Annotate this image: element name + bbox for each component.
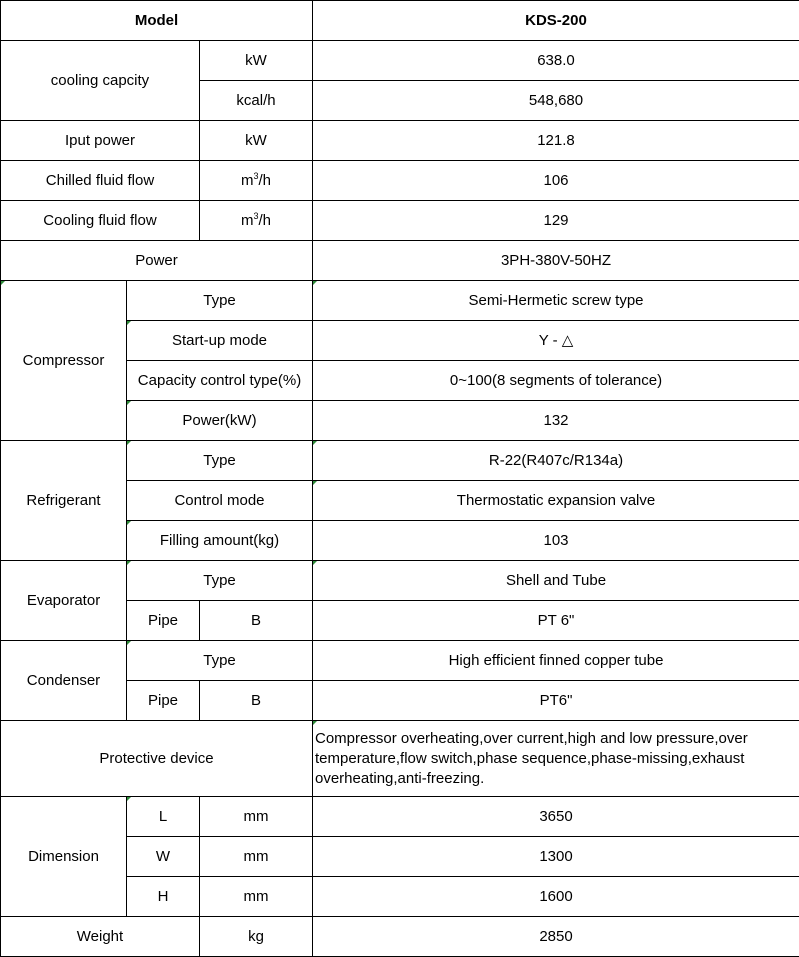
model-label: Model: [1, 1, 313, 41]
compressor-type-label: Type: [127, 281, 313, 321]
weight-value: 2850: [313, 917, 799, 957]
condenser-type-value: High efficient finned copper tube: [313, 641, 799, 681]
unit-superscript: 3: [253, 170, 259, 181]
compressor-power-value: 132: [313, 401, 799, 441]
condenser-type-label: Type: [127, 641, 313, 681]
input-power-label: Iput power: [1, 121, 200, 161]
condenser-pipe-label: Pipe: [127, 681, 200, 721]
table-row: [1, 241, 799, 281]
cooling-fluid-flow-label: Cooling fluid flow: [1, 201, 200, 241]
unit-tail: /h: [258, 171, 272, 189]
input-power-value: 121.8: [313, 121, 799, 161]
cooling-fluid-flow-value: 129: [313, 201, 799, 241]
evaporator-type-value: Shell and Tube: [313, 561, 799, 601]
compressor-capacity-label: Capacity control type(%): [127, 361, 313, 401]
compressor-type-value: Semi-Hermetic screw type: [313, 281, 799, 321]
table-row: [1, 281, 799, 321]
compressor-startup-value: Y - △: [313, 321, 799, 361]
table-row: [1, 797, 799, 837]
dimension-w-unit: mm: [200, 837, 313, 877]
dimension-h-label: H: [127, 877, 200, 917]
refrigerant-filling-label: Filling amount(kg): [127, 521, 313, 561]
compressor-capacity-value: 0~100(8 segments of tolerance): [313, 361, 799, 401]
refrigerant-type-value: R-22(R407c/R134a): [313, 441, 799, 481]
refrigerant-type-label: Type: [127, 441, 313, 481]
weight-unit: kg: [200, 917, 313, 957]
condenser-pipe-value: PT6": [313, 681, 799, 721]
chilled-fluid-flow-label: Chilled fluid flow: [1, 161, 200, 201]
dimension-l-value: 3650: [313, 797, 799, 837]
table-row: [1, 41, 799, 81]
table-row: [1, 201, 799, 241]
weight-label: Weight: [1, 917, 200, 957]
dimension-w-label: W: [127, 837, 200, 877]
dimension-l-label: L: [127, 797, 200, 837]
evaporator-pipe-label: Pipe: [127, 601, 200, 641]
power-label: Power: [1, 241, 313, 281]
unit-tail: /h: [258, 211, 272, 229]
dimension-l-unit: mm: [200, 797, 313, 837]
input-power-unit: kW: [200, 121, 313, 161]
protective-device-label: Protective device: [1, 721, 313, 797]
table-row: [1, 1, 799, 41]
cooling-capacity-kcal-value: 548,680: [313, 81, 799, 121]
dimension-label: Dimension: [1, 797, 127, 917]
cooling-fluid-flow-unit: [200, 201, 313, 241]
refrigerant-control-label: Control mode: [127, 481, 313, 521]
chilled-fluid-flow-value: 106: [313, 161, 799, 201]
cooling-capacity-kw-unit: kW: [200, 41, 313, 81]
refrigerant-filling-value: 103: [313, 521, 799, 561]
unit-base: m: [240, 171, 254, 189]
evaporator-type-label: Type: [127, 561, 313, 601]
table-row: [1, 561, 799, 601]
compressor-startup-label: Start-up mode: [127, 321, 313, 361]
refrigerant-control-value: Thermostatic expansion valve: [313, 481, 799, 521]
evaporator-label: Evaporator: [1, 561, 127, 641]
cooling-capacity-kcal-unit: kcal/h: [200, 81, 313, 121]
protective-device-value: Compressor overheating,over current,high and low pressure,over temperature,flow switch,phase sequence,phase-missing,exhaust overheating,anti-freezing.: [313, 721, 799, 797]
evaporator-pipe-unit: B: [200, 601, 313, 641]
compressor-label: Compressor: [1, 281, 127, 441]
dimension-h-value: 1600: [313, 877, 799, 917]
condenser-label: Condenser: [1, 641, 127, 721]
power-value: 3PH-380V-50HZ: [313, 241, 799, 281]
condenser-pipe-unit: B: [200, 681, 313, 721]
dimension-w-value: 1300: [313, 837, 799, 877]
unit-base: m: [240, 211, 254, 229]
chilled-fluid-flow-unit: [200, 161, 313, 201]
cooling-capacity-label: cooling capcity: [1, 41, 200, 121]
table-row: [1, 121, 799, 161]
table-row: [1, 917, 799, 957]
table-row: [1, 161, 799, 201]
unit-superscript: 3: [253, 210, 259, 221]
dimension-h-unit: mm: [200, 877, 313, 917]
refrigerant-label: Refrigerant: [1, 441, 127, 561]
table-row: [1, 641, 799, 681]
cooling-capacity-kw-value: 638.0: [313, 41, 799, 81]
table-row: [1, 441, 799, 481]
compressor-power-label: Power(kW): [127, 401, 313, 441]
model-value: KDS-200: [313, 1, 799, 41]
table-row: [1, 721, 799, 797]
evaporator-pipe-value: PT 6": [313, 601, 799, 641]
